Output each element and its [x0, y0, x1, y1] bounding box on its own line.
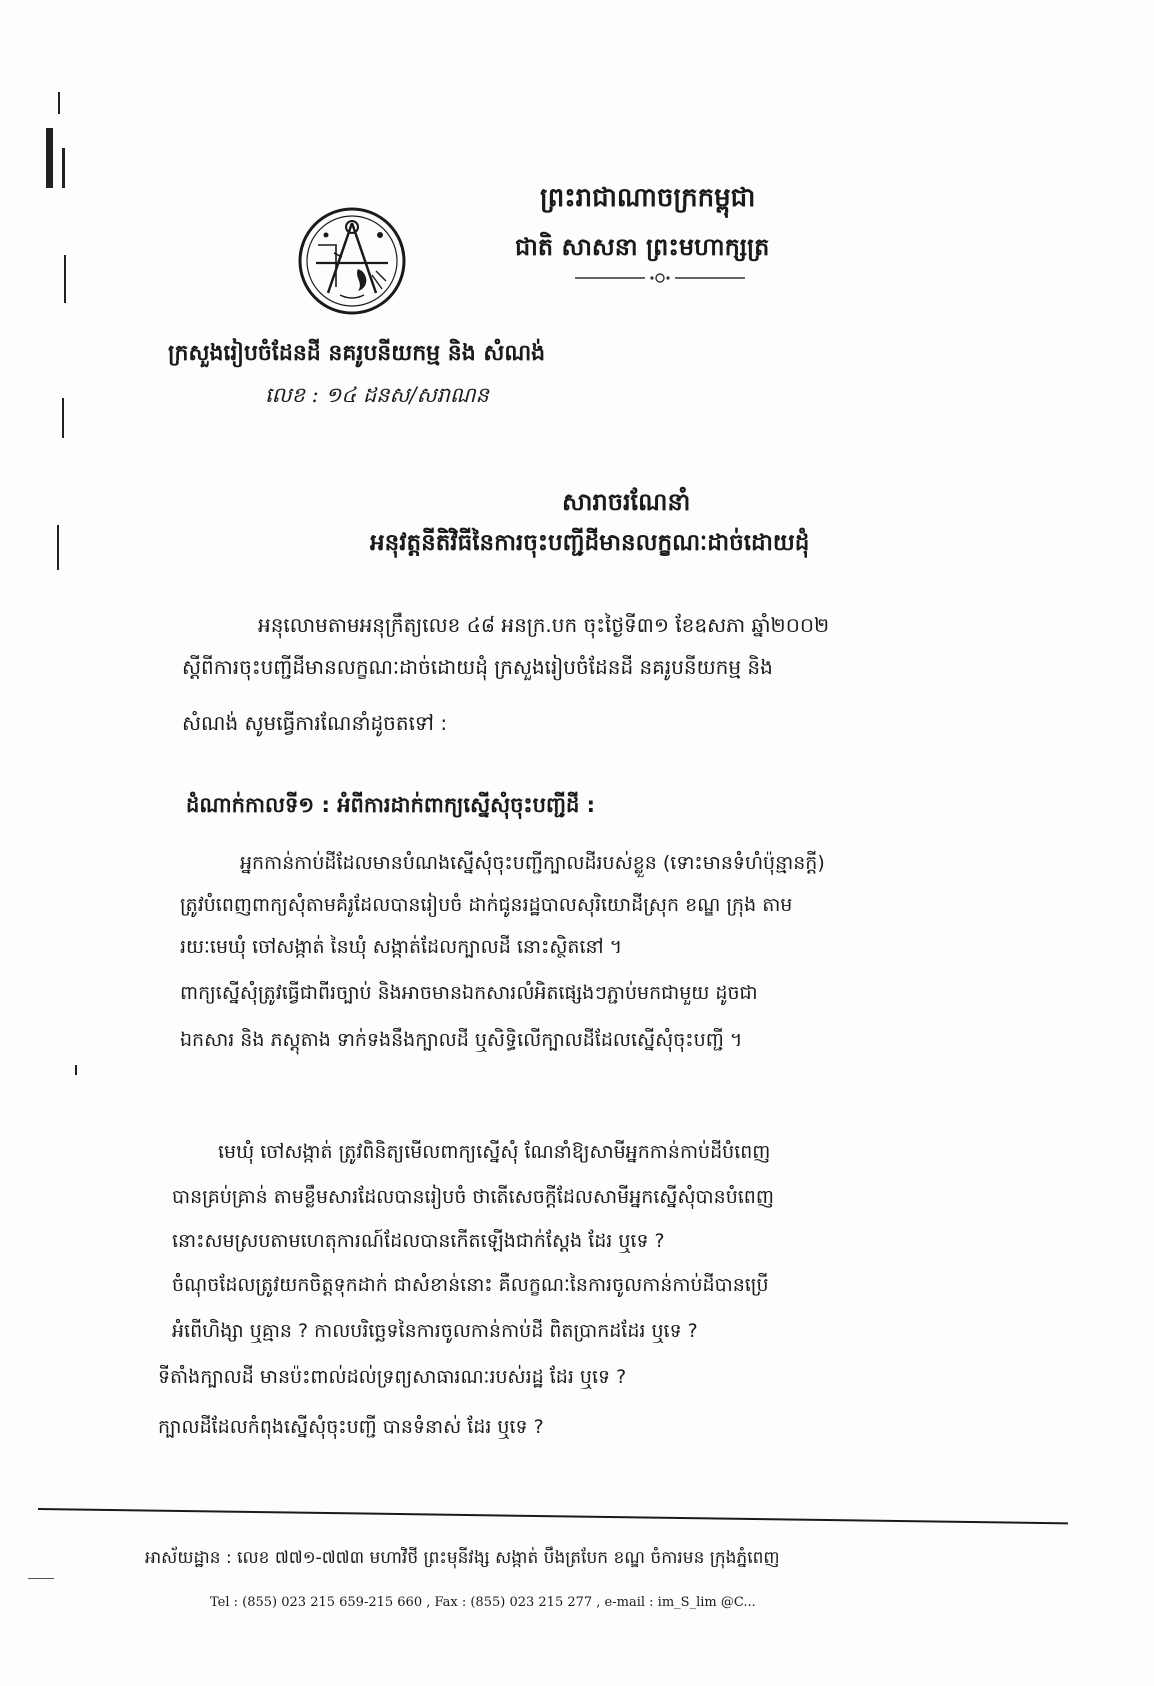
body-line: ឯកសារ និង ភស្តុតាង ទាក់ទងនឹងក្បាលដី ឬសិទ្ធិលើក្បាលដីដែលស្នើសុំចុះបញ្ជី ។ [180, 1029, 743, 1051]
scan-mark [75, 1065, 77, 1075]
body-line: ទីតាំងក្បាលដី មានប៉ះពាល់ដល់ទ្រព្យសាធារណៈរបស់រដ្ឋ ដែរ ឬទេ ? [158, 1366, 627, 1388]
scan-mark [62, 148, 65, 188]
motto-ornament [575, 270, 745, 286]
section-heading: ដំណាក់កាលទី១ : អំពីការដាក់ពាក្យស្នើសុំចុះបញ្ជីដី : [186, 793, 595, 817]
scan-mark [62, 398, 64, 438]
intro-line: ស្តីពីការចុះបញ្ជីដីមានលក្ខណៈដាច់ដោយដុំ ក្រសួងរៀបចំដែនដី នគរូបនីយកម្ម និង [182, 655, 773, 679]
body-line: ពាក្យស្នើសុំត្រូវធ្វើជាពីរច្បាប់ និងអាចមានឯកសារលំអិតផ្សេងៗភ្ជាប់មកជាមួយ ដូចជា [180, 982, 758, 1004]
scan-mark [64, 255, 66, 303]
ministry-seal-icon [296, 205, 408, 317]
scan-mark [57, 525, 59, 570]
body-line: រយៈមេឃុំ ចៅសង្កាត់ នៃឃុំ សង្កាត់ដែលក្បាលដី នោះស្ថិតនៅ ។ [180, 936, 623, 958]
kingdom-heading: ព្រះរាជាណាចក្រកម្ពុជា [540, 183, 756, 213]
scan-mark [46, 128, 53, 188]
national-motto: ជាតិ សាសនា ព្រះមហាក្សត្រ [515, 232, 770, 261]
body-line: ត្រូវបំពេញពាក្យសុំតាមគំរូដែលបានរៀបចំ ដាក់ជូនរដ្ឋបាលសុរិយោដីស្រុក ខណ្ឌ ក្រុង តាម [180, 894, 793, 916]
footer-contact: Tel : (855) 023 215 659-215 660 , Fax : (855) 023 215 277 , e-mail : im_S_lim @C... [210, 1595, 756, 1610]
body-line: នោះសមស្របតាមហេតុការណ៍ដែលបានកើតឡើងជាក់ស្តែង ដែរ ឬទេ ? [172, 1230, 665, 1252]
body-line: ក្បាលដីដែលកំពុងស្នើសុំចុះបញ្ជី បានទំនាស់ ដែរ ឬទេ ? [158, 1416, 544, 1438]
document-title: សារាចរណែនាំ [562, 487, 691, 516]
intro-line: សំណង់ សូមធ្វើការណែនាំដូចតទៅ : [182, 711, 448, 735]
body-line: មេឃុំ ចៅសង្កាត់ ត្រូវពិនិត្យមើលពាក្យស្នើសុំ ណែនាំឱ្យសាមីអ្នកកាន់កាប់ដីបំពេញ [218, 1141, 771, 1163]
scan-mark [58, 92, 60, 114]
ministry-name: ក្រសួងរៀបចំដែនដី នគរូបនីយកម្ម និង សំណង់ [168, 340, 546, 366]
scan-mark [28, 1578, 54, 1579]
footer-rule [38, 1508, 1068, 1524]
body-line: បានគ្រប់គ្រាន់ តាមខ្លឹមសារដែលបានរៀបចំ ថាតើសេចក្តីដែលសាមីអ្នកស្នើសុំបានបំពេញ [172, 1186, 774, 1208]
document-subtitle: អនុវត្តនីតិវិធីនៃការចុះបញ្ជីដីមានលក្ខណៈដាច់ដោយដុំ [370, 529, 810, 556]
document-number: លេខ : ១៤ ដនស/សរាណន [265, 383, 489, 407]
intro-line: អនុលោមតាមអនុក្រឹត្យលេខ ៤៨ អនក្រ.បក ចុះថ្ងៃទី៣១ ខែឧសភា ឆ្នាំ២០០២ [258, 613, 830, 637]
footer-address: អាស័យដ្ឋាន : លេខ ៧៧១-៧៧៣ មហាវិថី ព្រះមុនីវង្ស សង្កាត់ បឹងត្របែក ខណ្ឌ ចំការមន ក្រុងភ្នំពេញ [145, 1548, 780, 1568]
body-line: អំពើហិង្សា ឬគ្មាន ? កាលបរិច្ឆេទនៃការចូលកាន់កាប់ដី ពិតប្រាកដដែរ ឬទេ ? [172, 1320, 698, 1342]
body-line: ចំណុចដែលត្រូវយកចិត្តទុកដាក់ ជាសំខាន់នោះ គឺលក្ខណៈនៃការចូលកាន់កាប់ដីបានប្រើ [172, 1274, 769, 1296]
body-line: អ្នកកាន់កាប់ដីដែលមានបំណងស្នើសុំចុះបញ្ជីក្បាលដីរបស់ខ្លួន (ទោះមានទំហំប៉ុន្មានក្តី) [240, 852, 825, 874]
